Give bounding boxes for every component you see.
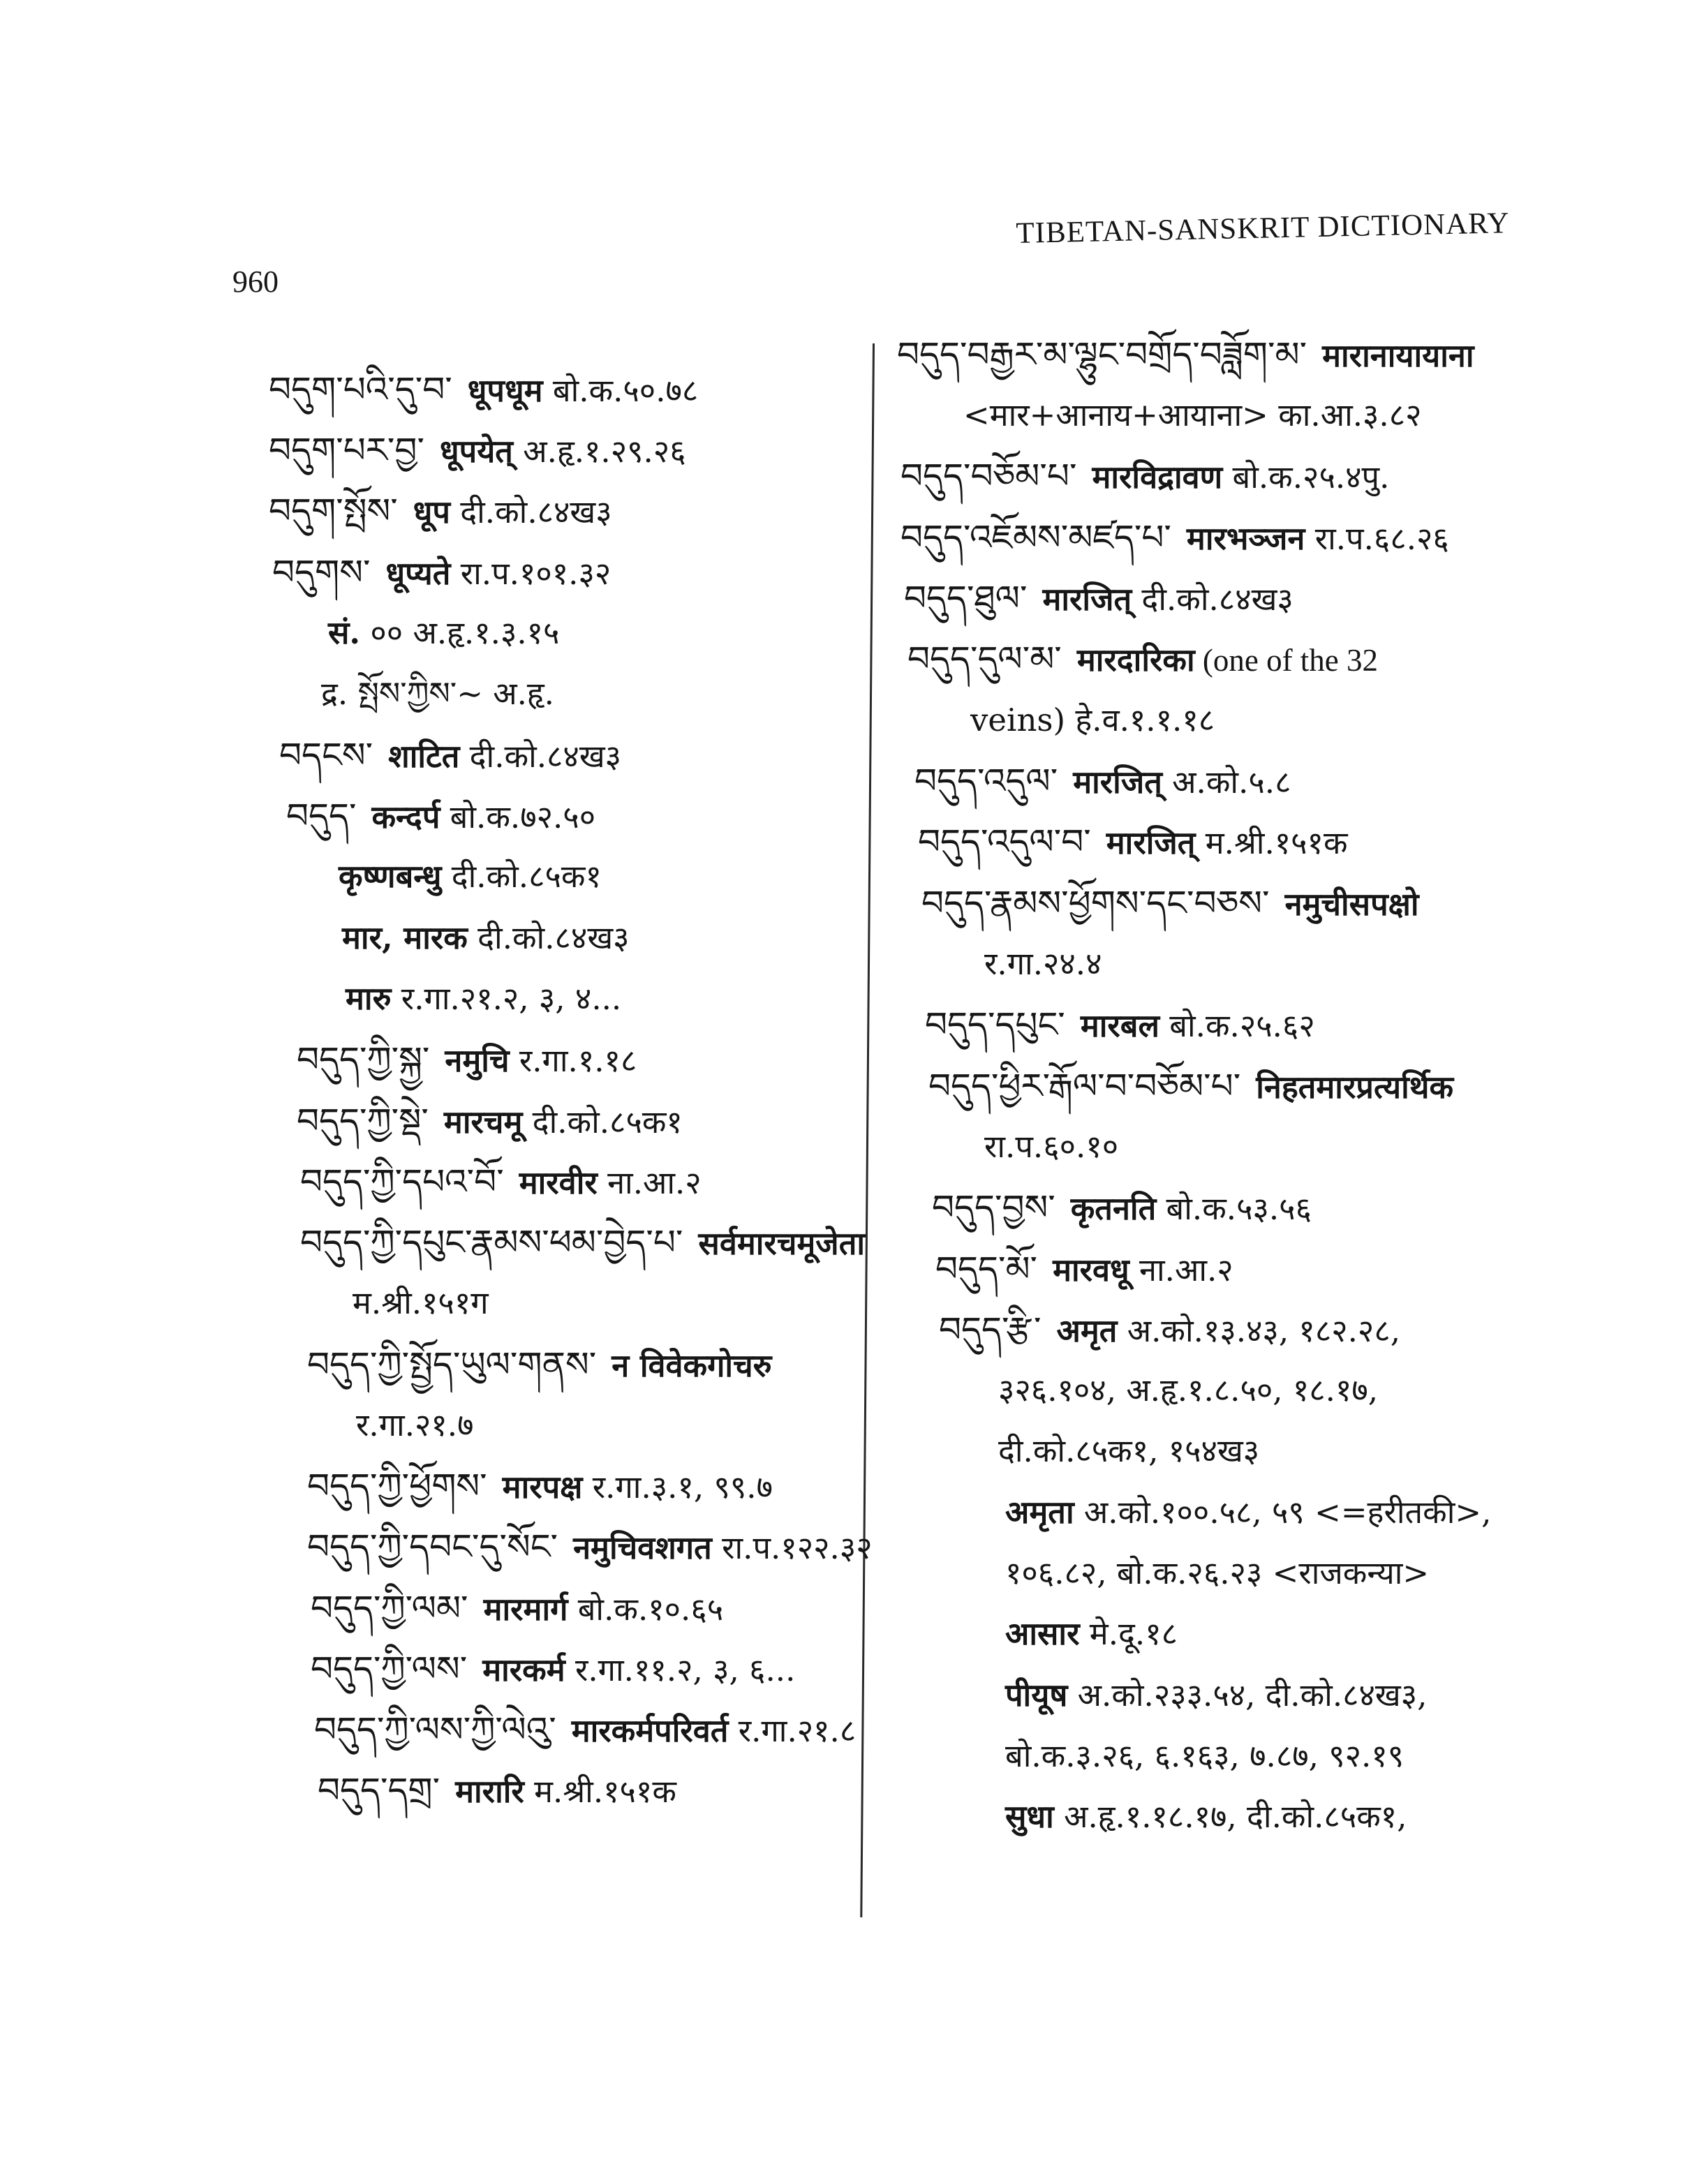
sanskrit-term: मारजित् bbox=[1073, 764, 1162, 801]
left-entry-line bbox=[307, 1526, 873, 1569]
reference: मे.दू.१८ bbox=[1079, 1615, 1178, 1652]
reference: द्र. སྤོས་ཀྱིས་~ अ.हृ. bbox=[321, 675, 554, 712]
sanskrit-term: नमुचि bbox=[445, 1042, 510, 1079]
reference: अ.हृ.१.१८.१७, दी.को.८५क१, bbox=[1053, 1798, 1407, 1835]
right-entry-line bbox=[970, 699, 1215, 741]
reference: बो.क.५३.५६ bbox=[1156, 1190, 1312, 1227]
reference: रा.प.१२२.३२ bbox=[711, 1529, 873, 1566]
sanskrit-term: मारबल bbox=[1080, 1007, 1159, 1044]
tibetan-headword: བདུད་བཅོམ་པ་ bbox=[900, 456, 1077, 496]
right-entry-line bbox=[914, 760, 1291, 803]
tibetan-headword: བདུད་ཐུལ་ bbox=[904, 578, 1028, 618]
reference: ना.आ.२ bbox=[1129, 1251, 1233, 1288]
page-number: 960 bbox=[232, 265, 279, 299]
reference: अ.को.२३३.५४, दी.को.८४ख३, bbox=[1067, 1677, 1428, 1714]
sanskrit-term: अमृत bbox=[1056, 1312, 1118, 1349]
sanskrit-term: मारु bbox=[346, 980, 392, 1017]
sanskrit-term: नमुचिवशगत bbox=[573, 1529, 712, 1566]
left-entry-line bbox=[307, 1465, 773, 1508]
reference: बो.क.१०.६५ bbox=[568, 1591, 724, 1628]
reference: दी.को.८४ख३ bbox=[459, 738, 622, 775]
tibetan-headword: བདུད་དགྲ་ bbox=[318, 1770, 440, 1811]
left-entry-line bbox=[339, 856, 602, 898]
sanskrit-term: मारकर्मपरिवर्त bbox=[571, 1712, 729, 1749]
sanskrit-term: धूप्यते bbox=[385, 555, 451, 592]
sanskrit-term: पीयूष bbox=[1005, 1677, 1068, 1714]
sanskrit-term: मारविद्रावण bbox=[1092, 459, 1223, 496]
sanskrit-term: मारकर्म bbox=[482, 1651, 565, 1688]
tibetan-headword: བདུད་རྣམས་ཕྱོགས་དང་བཅས་ bbox=[921, 883, 1270, 923]
reference: दी.को.८५क१ bbox=[522, 1104, 683, 1141]
left-entry-line bbox=[300, 1221, 865, 1265]
sanskrit-term: न विवेकगोचरु bbox=[611, 1347, 772, 1384]
reference: र.गा.११.२, ३, ६... bbox=[565, 1651, 796, 1688]
tibetan-headword: བདུད་འཇོམས་མཛད་པ་ bbox=[900, 517, 1171, 558]
sanskrit-term: सर्वमारचमूजेता bbox=[698, 1225, 865, 1262]
sanskrit-term: कन्दर्प bbox=[371, 798, 440, 835]
reference: दी.को.८५क१, १५४ख३ bbox=[998, 1432, 1260, 1469]
reference: <मार+आनाय+आयाना> का.आ.३.८२ bbox=[963, 396, 1422, 433]
tibetan-headword: བདུད་འདུལ་བ་ bbox=[918, 822, 1091, 862]
left-entry-line bbox=[311, 1648, 795, 1691]
tibetan-headword: བདུག་པའི་དུ་བ་ bbox=[269, 369, 452, 410]
reference: म.श्री.१५१क bbox=[1195, 824, 1348, 861]
sanskrit-term: निहतमारप्रत्यर्थिक bbox=[1256, 1069, 1454, 1106]
reference: अ.को.१३.४३, १८२.२८, bbox=[1117, 1312, 1401, 1349]
sanskrit-term: नमुचीसपक्षो bbox=[1284, 886, 1419, 923]
running-header: TIBETAN-SANSKRIT DICTIONARY bbox=[1016, 207, 1511, 250]
tibetan-headword: བདུད་ཀྱི་ཕྱོགས་ bbox=[307, 1466, 487, 1506]
sanskrit-term: मारभञ्जन bbox=[1186, 520, 1305, 557]
left-entry-line bbox=[297, 1039, 637, 1082]
left-entry-line bbox=[300, 1161, 702, 1204]
reference: म.श्री.१५१ग bbox=[353, 1284, 489, 1321]
left-entry-line bbox=[286, 795, 595, 838]
tibetan-headword: བདུད་བརྒྱར་མ་ལྷུང་བགྲོད་བཟློག་མ་ bbox=[897, 334, 1307, 375]
left-entry-line bbox=[353, 1282, 489, 1324]
right-entry-line bbox=[1005, 1735, 1404, 1777]
left-entry-line bbox=[342, 917, 630, 959]
sanskrit-term: मारारि bbox=[455, 1773, 524, 1810]
tibetan-headword: བདུད་དཔུང་ bbox=[925, 1004, 1065, 1045]
sanskrit-term: कृष्णबन्धु bbox=[339, 858, 442, 895]
left-entry-line bbox=[318, 1769, 676, 1813]
left-entry-line bbox=[307, 1344, 772, 1387]
tibetan-headword: བདུད་ཀྱི་སྡེ་ bbox=[297, 1101, 429, 1141]
sanskrit-term: अमृता bbox=[1005, 1494, 1074, 1531]
sanskrit-term: धूपयेत् bbox=[439, 433, 513, 470]
reference: दी.को.८४ख३ bbox=[1132, 581, 1294, 618]
right-entry-line bbox=[1005, 1674, 1427, 1716]
left-entry-line bbox=[321, 673, 554, 715]
tibetan-headword: བདུད་བྱས་ bbox=[932, 1187, 1055, 1228]
reference: र.गा.२१.२, ३, ४... bbox=[391, 980, 622, 1017]
right-entry-line bbox=[935, 1248, 1233, 1291]
tibetan-headword: བདུད་ཀྱི་སྐྱ་ bbox=[297, 1039, 430, 1080]
right-entry-line bbox=[1005, 1492, 1491, 1533]
sanskrit-term: कृतनति bbox=[1070, 1190, 1157, 1227]
reference: म.श्री.१५१क bbox=[524, 1773, 676, 1810]
reference: बो.क.५०.७८ bbox=[542, 372, 699, 409]
right-entry-line bbox=[928, 1065, 1453, 1108]
left-entry-line bbox=[272, 551, 611, 595]
tibetan-headword: བདུད་ཀྱི་ལམ་ bbox=[311, 1588, 468, 1628]
reference: रा.प.६८.२६ bbox=[1305, 520, 1449, 557]
right-entry-line bbox=[925, 1004, 1315, 1047]
tibetan-headword: བདུད་ཀྱི་སྤྱོད་ཡུལ་གནས་ bbox=[307, 1344, 597, 1385]
tibetan-headword: བདུད་ཀྱི་དབང་དུ་སོང་ bbox=[307, 1526, 558, 1567]
tibetan-headword: བདུད་ཀྱི་དཔུང་རྣམས་ཕམ་བྱེད་པ་ bbox=[300, 1222, 683, 1263]
reference: अ.को.१००.५८, ५९ <=हरीतकी>, bbox=[1074, 1494, 1492, 1531]
reference: बो.क.७२.५० bbox=[440, 798, 596, 835]
tibetan-headword: བདུག་སྤོས་ bbox=[269, 491, 398, 531]
sanskrit-term: मारवधू bbox=[1053, 1251, 1129, 1288]
tibetan-headword: བདུགས་ bbox=[272, 552, 371, 593]
right-entry-line bbox=[998, 1369, 1378, 1411]
sanskrit-term: मारवीर bbox=[519, 1164, 598, 1201]
reference: अ.को.५.८ bbox=[1162, 764, 1291, 801]
right-entry-line bbox=[1005, 1796, 1407, 1838]
right-entry-line bbox=[918, 821, 1348, 864]
reference: बो.क.२५.६२ bbox=[1159, 1007, 1315, 1044]
reference: दी.को.८४ख३ bbox=[450, 493, 612, 530]
reference: र.गा.२१.८ bbox=[728, 1712, 857, 1749]
reference: ०० अ.हृ.१.३.१५ bbox=[360, 614, 560, 651]
right-entry-line bbox=[932, 1187, 1312, 1230]
english-note: (one of the 32 bbox=[1194, 643, 1379, 678]
tibetan-headword: བདུད་ཕྱིར་རྒོལ་བ་བཅོམ་པ་ bbox=[928, 1066, 1241, 1106]
right-entry-line bbox=[900, 455, 1389, 498]
reference: बो.क.२५.४पु. bbox=[1222, 459, 1390, 496]
sanskrit-term: मारानायायाना bbox=[1322, 337, 1474, 374]
left-entry-line bbox=[297, 1100, 683, 1143]
left-entry-line bbox=[346, 978, 621, 1020]
left-entry-line bbox=[356, 1404, 474, 1446]
right-entry-line bbox=[963, 394, 1422, 436]
sanskrit-term: आसार bbox=[1005, 1615, 1080, 1652]
reference: र.गा.१.१८ bbox=[509, 1042, 637, 1079]
left-entry-line bbox=[311, 1587, 723, 1630]
column-divider bbox=[860, 343, 875, 1917]
tibetan-headword: བདུད་ཀྱི་ལས་ bbox=[311, 1649, 468, 1689]
reference: बो.क.३.२६, ६.१६३, ७.८७, ९२.१९ bbox=[1005, 1737, 1404, 1774]
sanskrit-term: सं. bbox=[328, 614, 361, 651]
reference: ३२६.१०४, अ.हृ.१.८.५०, १८.१७, bbox=[998, 1372, 1379, 1409]
right-entry-line bbox=[1005, 1613, 1178, 1655]
reference: दी.को.८५क१ bbox=[441, 858, 602, 895]
reference: रा.प.६०.१० bbox=[984, 1128, 1119, 1165]
tibetan-headword: བདུད་ཀྱི་དཔའ་བོ་ bbox=[300, 1161, 504, 1202]
reference: १०६.८२, बो.क.२६.२३ <राजकन्या> bbox=[1005, 1554, 1430, 1591]
sanskrit-term: मारदारिका bbox=[1076, 641, 1195, 678]
right-entry-line bbox=[939, 1309, 1400, 1352]
left-entry-line bbox=[269, 369, 698, 412]
sanskrit-term: शाटित bbox=[388, 738, 460, 775]
reference: र.गा.२१.७ bbox=[356, 1406, 474, 1443]
sanskrit-term: धूपधूम bbox=[467, 372, 543, 409]
right-entry-line bbox=[897, 334, 1474, 377]
tibetan-headword: བདུད་དུལ་མ་ bbox=[907, 639, 1062, 679]
sanskrit-term: मारजित् bbox=[1106, 824, 1196, 861]
reference: दी.को.८४ख३ bbox=[467, 919, 630, 956]
tibetan-headword: བདུད་རྩི་ bbox=[939, 1309, 1042, 1350]
right-entry-line bbox=[907, 638, 1378, 681]
sanskrit-term: मारजित् bbox=[1042, 581, 1132, 618]
left-entry-line bbox=[314, 1709, 856, 1752]
tibetan-headword: བདུག་པར་བྱ་ bbox=[269, 430, 424, 470]
sanskrit-term: मारपक्ष bbox=[502, 1469, 583, 1506]
sanskrit-term: मारमार्ग bbox=[483, 1591, 568, 1628]
sanskrit-term: सुधा bbox=[1005, 1798, 1054, 1835]
reference: अ.हृ.१.२९.२६ bbox=[512, 433, 686, 470]
right-entry-line bbox=[900, 517, 1449, 560]
right-entry-line bbox=[984, 943, 1102, 985]
left-entry-line bbox=[328, 612, 559, 654]
right-entry-line bbox=[984, 1126, 1118, 1168]
reference: र.गा.३.१, ९९.७ bbox=[582, 1469, 773, 1506]
right-entry-line bbox=[1005, 1552, 1429, 1594]
left-entry-line bbox=[279, 734, 621, 778]
sanskrit-term: धूप bbox=[413, 493, 450, 530]
tibetan-headword: བདུད་མོ་ bbox=[935, 1249, 1038, 1289]
sanskrit-term: मारचमू bbox=[443, 1104, 523, 1141]
tibetan-headword: བདུད་འདུལ་ bbox=[914, 761, 1058, 801]
reference: र.गा.२४.४ bbox=[984, 945, 1102, 982]
tibetan-headword: བདངས་ bbox=[279, 735, 373, 775]
right-entry-line bbox=[921, 882, 1419, 926]
left-entry-line bbox=[269, 429, 686, 473]
right-entry-line bbox=[904, 577, 1294, 621]
tibetan-headword: བདུད་ཀྱི་ལས་ཀྱི་ལེའུ་ bbox=[314, 1709, 556, 1750]
left-entry-line bbox=[269, 490, 612, 533]
sanskrit-term: मार, मारक bbox=[342, 919, 468, 956]
right-entry-line bbox=[998, 1430, 1259, 1472]
reference: रा.प.१०१.३२ bbox=[450, 555, 611, 592]
reference: ना.आ.२ bbox=[597, 1164, 702, 1201]
tibetan-headword: བདུད་ bbox=[286, 796, 357, 836]
reference: veins) हे.व.१.१.१८ bbox=[970, 701, 1215, 738]
